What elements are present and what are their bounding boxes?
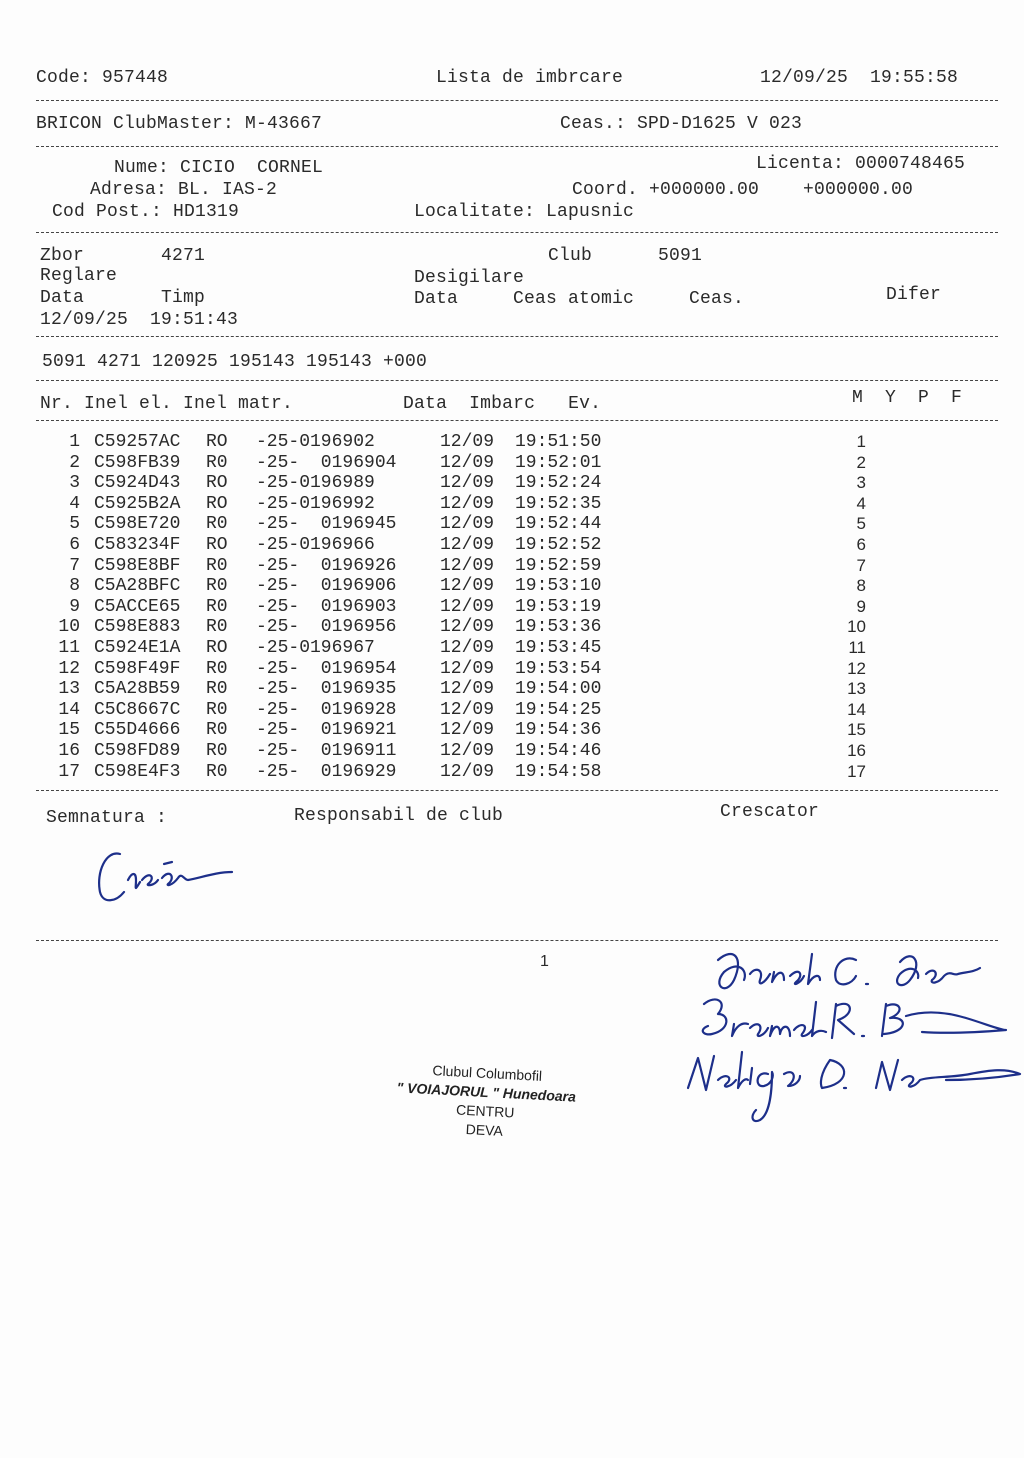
divider [36,232,998,233]
basketing-time: 19:52:59 [515,555,602,576]
electronic-ring: C598E883 [94,617,181,638]
divider [36,380,998,381]
electronic-ring: C598E4F3 [94,761,181,782]
country-code: R0 [206,555,228,576]
row-number: 11 [58,637,80,658]
ring-number: -25- 0196928 [256,699,397,720]
country-code: R0 [206,658,228,679]
country-code: R0 [206,617,228,638]
commission-signature-3 [680,1044,1024,1134]
club-responsible-label: Responsabil de club [294,806,504,826]
basketing-date: 12/09 [440,576,495,597]
electronic-ring: C5924D43 [94,473,181,494]
breeder-label: Crescator [720,802,820,822]
electronic-ring: C598E720 [94,514,181,535]
m-column: 2 [856,452,866,472]
basketing-date: 12/09 [440,637,495,658]
ring-number: -25-0196966 [256,534,375,555]
country-code: RO [206,534,228,555]
ring-number: -25-0196902 [256,432,375,452]
country-code: RO [206,637,228,658]
divider [36,336,998,337]
row-number: 4 [69,493,80,514]
basketing-time: 19:54:00 [515,679,602,700]
electronic-ring: C5A28BFC [94,576,181,597]
country-code: R0 [206,699,228,720]
m-column: 5 [856,514,866,534]
row-number: 14 [58,699,80,720]
basketing-date: 12/09 [440,740,495,761]
country-code: R0 [206,514,228,535]
divider [36,420,998,421]
basketing-time: 19:54:46 [515,740,602,761]
postal-code: Cod Post.: HD1319 [52,202,240,222]
basketing-date: 12/09 [440,534,495,555]
row-number: 3 [69,473,80,494]
row-number: 6 [69,534,80,555]
owner-name: Nume: CICIO CORNEL [114,158,324,178]
basketing-date: 12/09 [440,514,495,535]
basketing-time: 19:54:58 [515,761,602,782]
ring-number: -25-0196992 [256,493,375,514]
club-stamp [394,1059,577,1144]
basketing-time: 19:54:25 [515,699,602,720]
row-number: 12 [58,658,80,679]
commission-signature-2 [686,990,1016,1050]
desigilare-label: Desigilare [414,268,525,288]
country-code: R0 [206,596,228,617]
basketing-time: 19:52:44 [515,514,602,535]
electronic-ring: C598FD89 [94,740,181,761]
reglare-label: Reglare [40,266,118,286]
ring-number: -25- 0196956 [256,617,397,638]
stamp-line: CENTRU [455,1101,515,1121]
basketing-date: 12/09 [440,699,495,720]
row-number: 10 [58,617,80,638]
m-column: 15 [847,720,866,740]
row-number: 8 [69,576,80,597]
table-header-flags: M Y P F [852,388,963,408]
ring-number: -25- 0196906 [256,576,397,597]
print-datetime: 12/09/25 19:55:58 [760,68,959,88]
row-number: 15 [58,720,80,741]
m-column: 9 [856,596,866,616]
m-column: 17 [847,761,866,781]
ring-number: -25- 0196945 [256,514,397,535]
electronic-ring: C5C8667C [94,699,181,720]
row-number: 13 [58,679,80,700]
page-title: Lista de imbrcare [436,68,624,88]
electronic-ring: C5925B2A [94,493,181,514]
signature-label: Semnatura : [46,808,168,828]
license-number: Licenta: 0000748465 [756,154,966,174]
locality: Localitate: Lapusnic [414,202,635,222]
divider [36,790,998,791]
country-code: RO [206,432,228,452]
basketing-date: 12/09 [440,596,495,617]
basketing-time: 19:51:50 [515,432,602,452]
basketing-date: 12/09 [440,555,495,576]
m-column: 1 [856,432,866,451]
electronic-ring: C598F49F [94,658,181,679]
electronic-ring: C598E8BF [94,555,181,576]
m-column: 3 [856,473,866,493]
basketing-time: 19:53:36 [515,617,602,638]
desigilare-columns: Data Ceas atomic Ceas. [414,289,745,309]
basketing-date: 12/09 [440,658,495,679]
owner-signature [92,842,242,912]
basketing-time: 19:52:35 [515,493,602,514]
ring-number: -25-0196989 [256,473,375,494]
stamp-line: " VOIAJORUL " Hunedoara [396,1079,577,1105]
country-code: R0 [206,761,228,782]
reglare-values: 12/09/25 19:51:43 [40,310,239,330]
owner-address: Adresa: BL. IAS-2 [90,180,278,200]
basketing-date: 12/09 [440,679,495,700]
code-label: Code: 957448 [36,68,169,88]
ring-number: -25- 0196926 [256,555,397,576]
m-column: 6 [856,534,866,554]
ring-number: -25-0196967 [256,637,375,658]
basketing-date: 12/09 [440,432,495,452]
m-column: 10 [847,617,866,637]
ring-number: -25- 0196903 [256,596,397,617]
reglare-columns: Data Timp [40,288,206,308]
clock-id: Ceas.: SPD-D1625 V 023 [560,114,803,134]
stamp-line: DEVA [465,1121,504,1139]
basketing-date: 12/09 [440,452,495,473]
m-column: 16 [847,740,866,760]
club-number: Club 5091 [548,246,703,266]
basketing-date: 12/09 [440,761,495,782]
row-number: 16 [58,740,80,761]
country-code: RO [206,493,228,514]
country-code: R0 [206,576,228,597]
m-column: 7 [856,555,866,575]
ring-number: -25- 0196904 [256,452,397,473]
electronic-ring: C583234F [94,534,181,555]
basketing-date: 12/09 [440,473,495,494]
m-column: 13 [847,679,866,699]
basketing-time: 19:54:36 [515,720,602,741]
m-column: 4 [856,493,866,513]
flight-summary: 5091 4271 120925 195143 195143 +000 [42,352,428,372]
electronic-ring: C5924E1A [94,637,181,658]
electronic-ring: C5A28B59 [94,679,181,700]
country-code: R0 [206,452,228,473]
ring-number: -25- 0196954 [256,658,397,679]
m-column: 11 [848,637,866,657]
electronic-ring: C55D4666 [94,720,181,741]
ring-number: -25- 0196929 [256,761,397,782]
stamp-line: Clubul Columbofil [432,1062,543,1084]
ring-number: -25- 0196911 [256,740,397,761]
electronic-ring: C5ACCE65 [94,596,181,617]
flight-number: Zbor 4271 [40,246,206,266]
basketing-time: 19:52:01 [515,452,602,473]
row-number: 5 [69,514,80,535]
ring-number: -25- 0196921 [256,720,397,741]
m-column: 8 [856,576,866,596]
country-code: RO [206,473,228,494]
divider [36,146,998,147]
electronic-ring: C59257AC [94,432,181,452]
row-number: 1 [69,432,80,452]
basketing-date: 12/09 [440,617,495,638]
row-number: 2 [69,452,80,473]
row-number: 7 [69,555,80,576]
row-number: 9 [69,596,80,617]
country-code: R0 [206,740,228,761]
basketing-time: 19:53:10 [515,576,602,597]
m-column: 12 [847,658,866,678]
basketing-time: 19:52:24 [515,473,602,494]
page-number: 1 [540,953,550,970]
difer-label: Difer [886,285,942,305]
basketing-time: 19:53:19 [515,596,602,617]
basketing-date: 12/09 [440,720,495,741]
country-code: R0 [206,720,228,741]
basketing-time: 19:52:52 [515,534,602,555]
m-column: 14 [847,699,866,719]
ring-number: -25- 0196935 [256,679,397,700]
coordinates: Coord. +000000.00 +000000.00 [572,180,914,200]
basketing-date: 12/09 [440,493,495,514]
electronic-ring: C598FB39 [94,452,181,473]
basketing-time: 19:53:54 [515,658,602,679]
row-number: 17 [58,761,80,782]
country-code: R0 [206,679,228,700]
table-header: Nr. Inel el. Inel matr. Data Imbarc Ev. [40,394,602,414]
basketing-time: 19:53:45 [515,637,602,658]
software-version: BRICON ClubMaster: M-43667 [36,114,323,134]
divider [36,100,998,101]
